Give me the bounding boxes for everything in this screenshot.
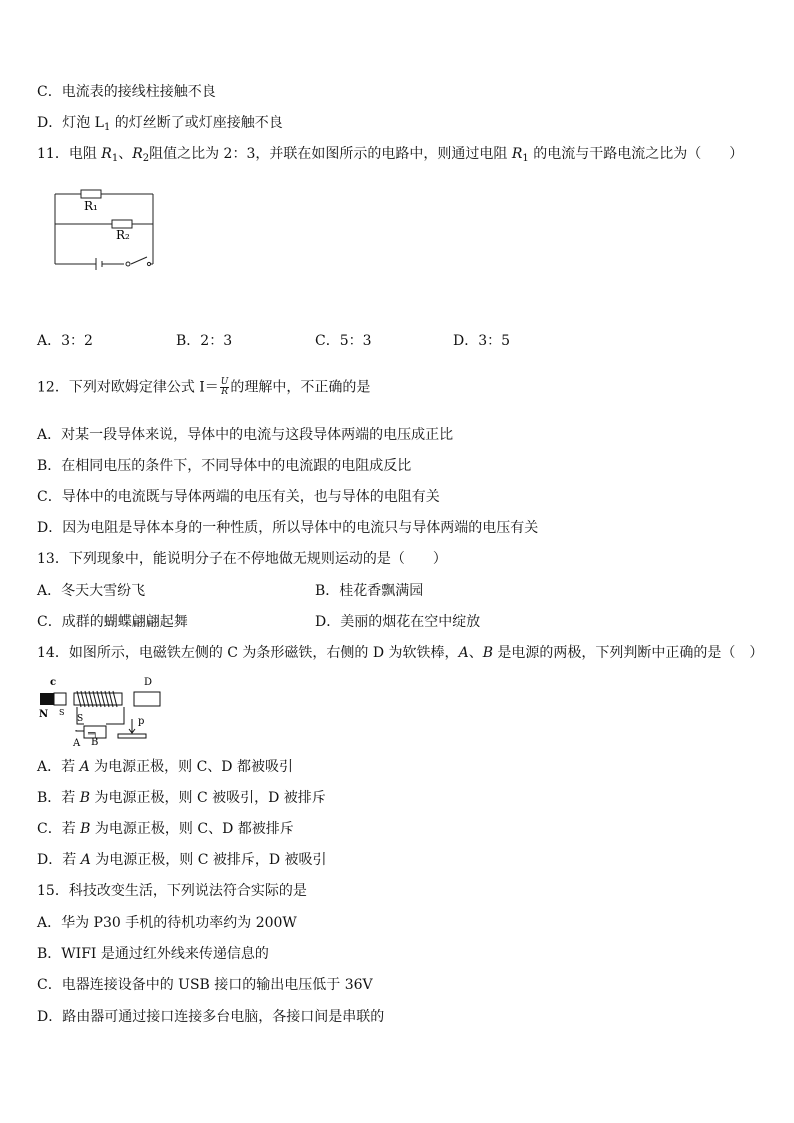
q10-optd-pre: D．灯泡 L xyxy=(37,115,104,131)
fraction-numerator: U xyxy=(220,377,229,387)
q11-r1sub: 1 xyxy=(111,153,119,164)
q10-option-c: C．电流表的接线柱接触不良 xyxy=(37,84,216,100)
q14-a: A xyxy=(458,645,469,661)
q14-optb-it: B xyxy=(79,790,91,806)
q14-optd-it: A xyxy=(80,852,91,868)
q14-s3: 是电源的两极，下列判断中正确的是（ ） xyxy=(492,645,764,661)
q14-option-d xyxy=(37,851,327,869)
q14-optb-pre: B．若 xyxy=(37,790,80,806)
q14-stem xyxy=(37,644,763,662)
q11-stem xyxy=(37,145,743,168)
fig-label-d: D xyxy=(144,677,153,688)
fig-label-n: N xyxy=(39,709,49,720)
resistor-r2-symbol xyxy=(112,220,132,228)
q14-s2: 、 xyxy=(468,645,483,661)
q11-s2: 、 xyxy=(118,146,133,162)
ohm-law-fraction xyxy=(220,378,230,397)
q14-option-b xyxy=(37,789,326,807)
q14-optc-it: B xyxy=(80,821,91,837)
q11-r2: R xyxy=(132,146,143,162)
q10-option-d xyxy=(37,114,283,137)
q11-option-c: C．5：3 xyxy=(315,333,372,349)
fig-label-a: A xyxy=(73,738,81,749)
q14-opta-post: 为电源正极，则 C、D 都被吸引 xyxy=(89,759,293,775)
q11-s3: 阻值之比为 2：3，并联在如图所示的电路中，则通过电阻 xyxy=(149,146,512,162)
q11-option-d: D．3：5 xyxy=(453,333,511,349)
q14-optb-post: 为电源正极，则 C 被吸引，D 被排斥 xyxy=(90,790,326,806)
q11-s4: 的电流与干路电流之比为（ ） xyxy=(528,146,744,162)
q14-opta-it: A xyxy=(79,759,90,775)
q15-option-b: B．WIFI 是通过红外线来传递信息的 xyxy=(37,946,269,962)
q14-b: B xyxy=(482,645,493,661)
q14-option-c xyxy=(37,820,294,838)
rheostat-bar xyxy=(118,734,146,738)
fig-label-c: c xyxy=(50,677,57,688)
q15-stem: 15．科技改变生活，下列说法符合实际的是 xyxy=(37,883,307,899)
q12-option-b: B．在相同电压的条件下，不同导体中的电流跟的电阻成反比 xyxy=(37,458,412,474)
q12-post: 的理解中，不正确的是 xyxy=(230,379,371,396)
q14-optd-post: 为电源正极，则 C 被排斥，D 被吸引 xyxy=(90,852,327,868)
q12-option-c: C．导体中的电流既与导体两端的电压有关，也与导体的电阻有关 xyxy=(37,489,440,505)
q11-r3: R xyxy=(511,146,523,162)
fig-label-r2: R₂ xyxy=(116,228,130,242)
resistor-r1-symbol xyxy=(81,190,101,198)
bar-magnet-s-pole xyxy=(54,693,66,705)
q11-option-a: A．3：2 xyxy=(37,333,93,349)
q14-option-a xyxy=(37,758,293,776)
q14-opta-pre: A．若 xyxy=(37,759,80,775)
switch-pivot-icon xyxy=(147,262,150,265)
fig-label-b: B xyxy=(91,737,99,748)
fig-label-s: S xyxy=(59,708,65,717)
q15-option-c: C．电器连接设备中的 USB 接口的输出电压低于 36V xyxy=(37,977,373,993)
q12-stem xyxy=(37,378,370,397)
q13-stem: 13．下列现象中，能说明分子在不停地做无规则运动的是（ ） xyxy=(37,551,447,567)
q11-r3sub: 1 xyxy=(522,153,529,164)
q14-optd-pre: D．若 xyxy=(37,852,81,868)
battery-symbol-icon: ═╕ xyxy=(88,729,98,738)
q11-r2sub: 2 xyxy=(142,153,150,164)
q10-optd-post: 的灯丝断了或灯座接触不良 xyxy=(110,115,283,131)
q13-option-d: D．美丽的烟花在空中绽放 xyxy=(315,614,481,630)
q11-circuit-diagram xyxy=(50,182,160,272)
fig-label-r1: R₁ xyxy=(84,199,98,213)
q12-option-d: D．因为电阻是导体本身的一种性质，所以导体中的电流只与导体两端的电压有关 xyxy=(37,520,539,536)
switch-contact-icon xyxy=(126,262,130,266)
q14-electromagnet-diagram xyxy=(36,672,166,750)
bar-magnet-n-pole xyxy=(40,693,54,705)
q13-option-c: C．成群的蝴蝶翩翩起舞 xyxy=(37,614,188,630)
soft-iron-rod-d xyxy=(134,692,160,706)
q12-pre: 12．下列对欧姆定律公式 I＝ xyxy=(37,379,219,396)
q14-s1: 14．如图所示，电磁铁左侧的 C 为条形磁铁，右侧的 D 为软铁棒， xyxy=(37,645,459,661)
q13-option-a: A．冬天大雪纷飞 xyxy=(37,583,146,599)
q12-option-a: A．对某一段导体来说，导体中的电流与这段导体两端的电压成正比 xyxy=(37,427,454,443)
q10-optd-sub: 1 xyxy=(103,122,111,133)
fig-label-s2: S xyxy=(77,714,84,724)
fig-label-p: p xyxy=(138,716,145,727)
q11-r1: R xyxy=(101,146,112,162)
q13-option-b: B．桂花香飘满园 xyxy=(315,583,424,599)
q14-optc-pre: C．若 xyxy=(37,821,81,837)
fraction-denominator: R xyxy=(221,387,228,397)
q15-option-a: A．华为 P30 手机的待机功率约为 200W xyxy=(37,915,297,931)
q14-optc-post: 为电源正极，则 C、D 都被排斥 xyxy=(90,821,294,837)
q15-option-d: D．路由器可通过接口连接多台电脑，各接口间是串联的 xyxy=(37,1009,385,1025)
q11-s1: 11．电阻 xyxy=(37,146,102,162)
q11-option-b: B．2：3 xyxy=(176,333,233,349)
